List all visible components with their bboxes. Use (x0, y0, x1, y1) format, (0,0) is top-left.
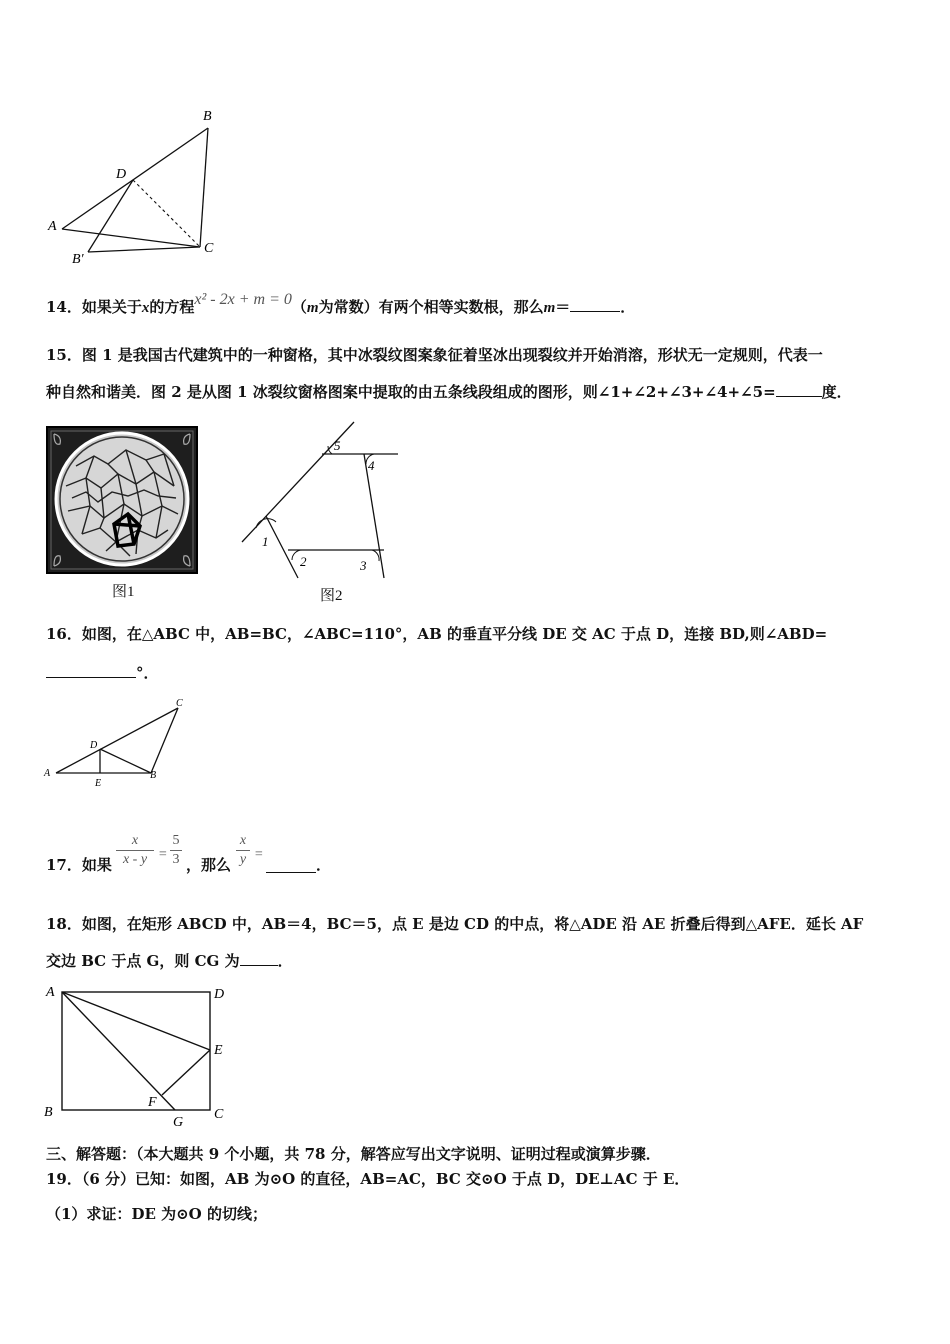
five-segment-angle-figure (236, 418, 406, 584)
label-F: F (148, 1095, 157, 1110)
label-B: B (203, 109, 212, 124)
question-18-line1: 18．如图，在矩形 ABCD 中，AB＝4，BC＝5，点 E 是边 CD 的中点，将△ADE 沿 AE 折叠后得到△AFE．延长 AF (46, 915, 864, 933)
label-C: C (204, 241, 214, 256)
angle-label-4: 4 (368, 458, 375, 473)
question-15-line2: 种自然和谐美．图 2 是从图 1 冰裂纹窗格图案中提取的由五条线段组成的图形，则∠1+∠2+∠3+∠4+∠5= 度． (46, 383, 852, 401)
question-18-line2: 交边 BC 于点 G，则 CG 为 ． (46, 952, 293, 970)
label-A: A (48, 219, 57, 234)
question-14: 14．如果关于x的方程x² - 2x + m = 0（m为常数）有两个相等实数根，那么m＝ ． (46, 291, 636, 316)
label-G: G (173, 1115, 184, 1130)
figure1-caption: 图1 (112, 584, 135, 600)
label-B-prime: B′ (72, 252, 84, 267)
ice-crack-window-figure (46, 426, 198, 574)
label-A: A (46, 985, 55, 1000)
answer-blank (266, 858, 316, 873)
question-19-line1: 19．（6 分）已知：如图，AB 为⊙O 的直径，AB=AC，BC 交⊙O 于点 D，DE⊥AC 于 E． (46, 1170, 690, 1188)
q14-equation: x² - 2x + m = 0 (194, 291, 292, 308)
label-D: D (116, 167, 127, 182)
q18-rectangle-figure (40, 980, 240, 1130)
label-C: C (214, 1107, 224, 1122)
question-16-line1: 16．如图，在△ABC 中，AB=BC，∠ABC=110°，AB 的垂直平分线 DE 交 AC 于点 D，连接 BD,则∠ABD= (46, 625, 828, 643)
question-15-line1: 15．图 1 是我国古代建筑中的一种窗格，其中冰裂纹图案象征着坚冰出现裂纹并开始消溶，形状无一定规则，代表一 (46, 346, 823, 364)
angle-label-3: 3 (360, 558, 367, 573)
answer-blank (776, 382, 822, 397)
label-B: B (150, 770, 157, 781)
label-D: D (90, 740, 98, 751)
fraction-5-over-3: 5 3 (170, 832, 182, 869)
angle-label-1: 1 (262, 534, 269, 549)
label-E: E (214, 1043, 223, 1058)
answer-blank (570, 297, 620, 312)
label-C: C (176, 698, 183, 709)
fraction-x-over-x-minus-y: x x - y (116, 832, 154, 869)
label-B: B (44, 1105, 53, 1120)
label-A: A (44, 768, 51, 779)
label-E: E (95, 778, 102, 789)
angle-label-5: 5 (334, 438, 341, 453)
q16-triangle-figure (40, 696, 200, 792)
fraction-x-over-y: x y (236, 832, 250, 869)
angle-label-2: 2 (300, 554, 307, 569)
section-3-heading: 三、解答题：（本大题共 9 个小题，共 78 分，解答应写出文字说明、证明过程或演算步骤． (46, 1145, 661, 1163)
figure2-caption: 图2 (320, 588, 343, 604)
question-16-line2: °． (46, 662, 159, 684)
q13-triangle-figure (40, 100, 230, 270)
answer-blank (240, 951, 278, 966)
answer-blank (46, 663, 136, 678)
question-19-part1: （1）求证：DE 为⊙O 的切线； (46, 1205, 267, 1223)
label-D: D (214, 987, 225, 1002)
